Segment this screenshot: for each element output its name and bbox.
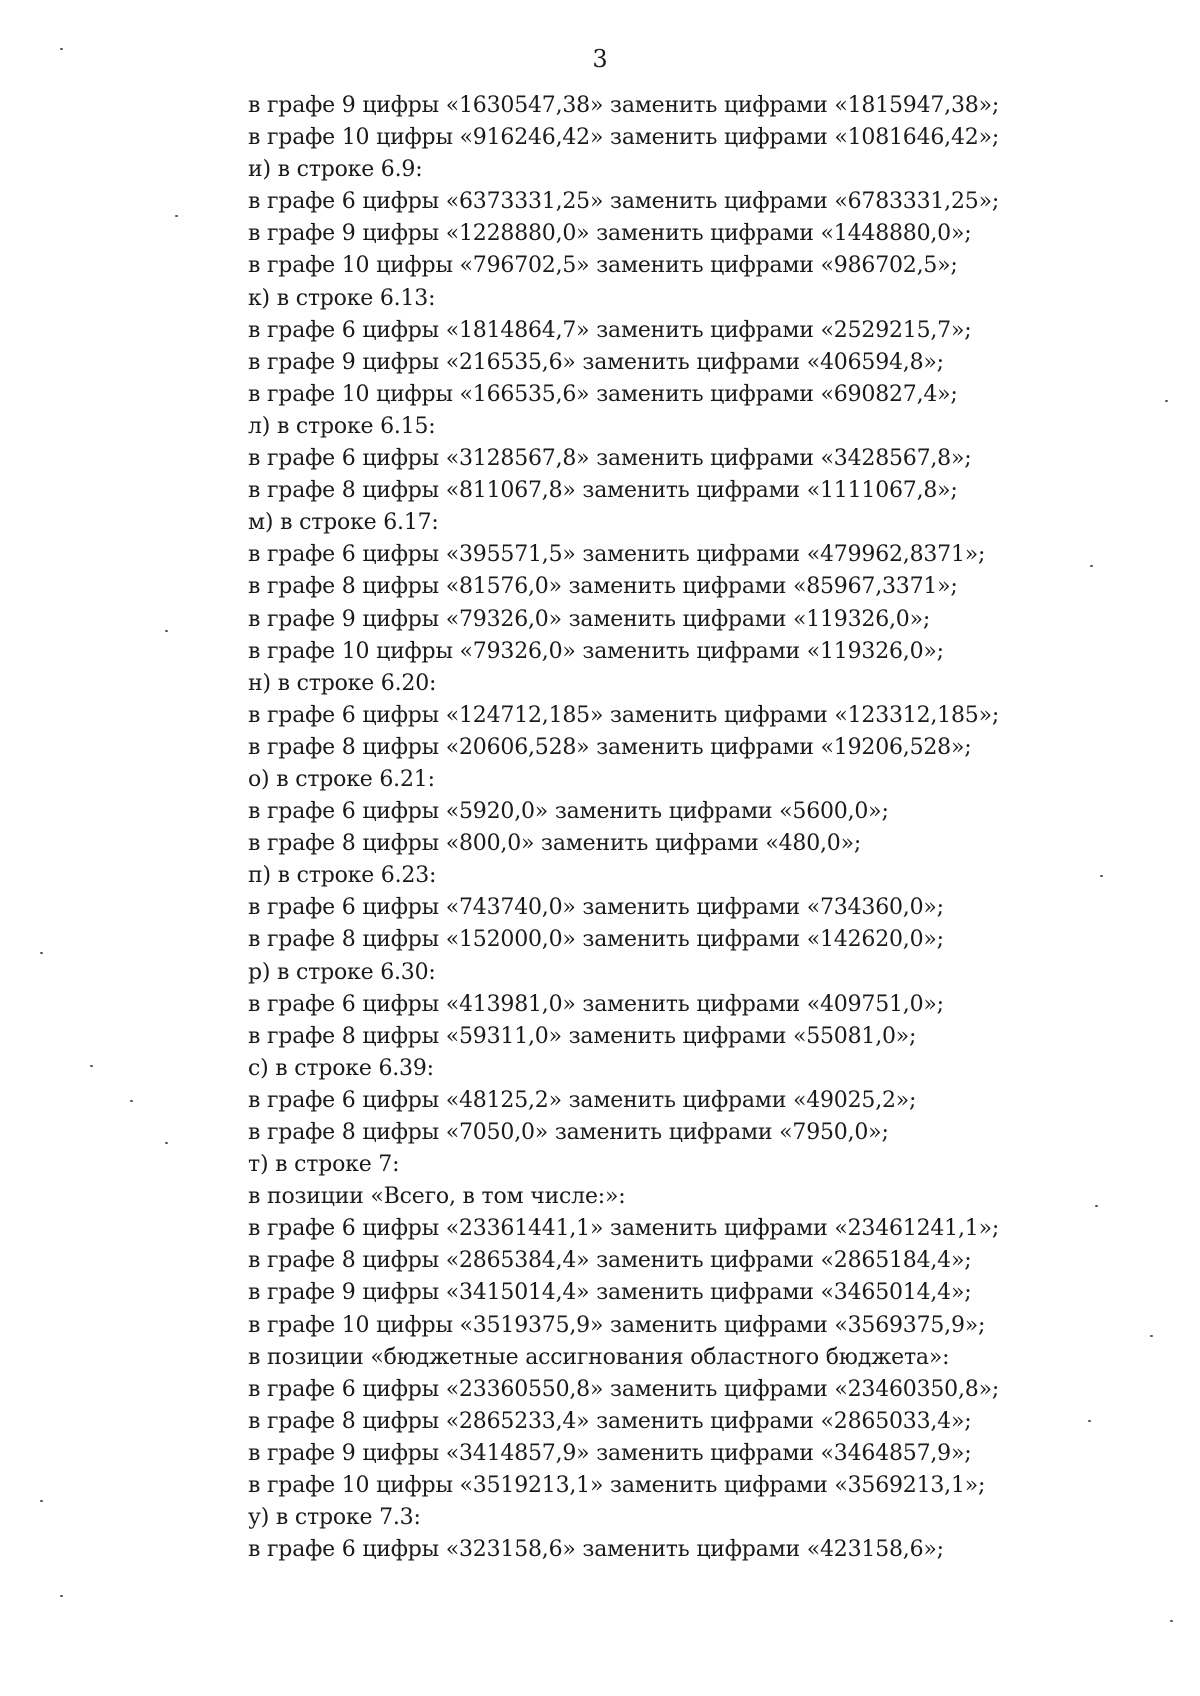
text-line: и) в строке 6.9: <box>248 157 423 183</box>
text-line: м) в строке 6.17: <box>248 510 439 536</box>
text-line: в графе 8 цифры «20606,528» заменить цифрами «19206,528»; <box>248 734 972 760</box>
text-line: в графе 8 цифры «152000,0» заменить цифрами «142620,0»; <box>248 927 944 953</box>
scan-speck <box>90 1065 93 1067</box>
scan-speck <box>1095 1205 1098 1207</box>
scan-speck <box>1088 1420 1091 1422</box>
text-line: в графе 6 цифры «23360550,8» заменить цифрами «23460350,8»; <box>248 1376 1000 1402</box>
text-line: в графе 9 цифры «3415014,4» заменить цифрами «3465014,4»; <box>248 1280 972 1306</box>
text-line: в графе 8 цифры «800,0» заменить цифрами «480,0»; <box>248 831 862 857</box>
text-line: в графе 10 цифры «79326,0» заменить цифрами «119326,0»; <box>248 638 944 664</box>
text-line: в графе 10 цифры «3519213,1» заменить цифрами «3569213,1»; <box>248 1473 986 1499</box>
document-body <box>248 90 1148 1566</box>
text-line: о) в строке 6.21: <box>248 766 435 792</box>
text-line: н) в строке 6.20: <box>248 670 437 696</box>
text-line: в графе 6 цифры «23361441,1» заменить цифрами «23461241,1»; <box>248 1216 1000 1242</box>
text-line: в графе 6 цифры «5920,0» заменить цифрами «5600,0»; <box>248 799 889 825</box>
text-line: в графе 6 цифры «124712,185» заменить цифрами «123312,185»; <box>248 702 1000 728</box>
page-number: 3 <box>592 45 608 73</box>
text-line: в графе 8 цифры «59311,0» заменить цифрами «55081,0»; <box>248 1023 917 1049</box>
scan-speck <box>60 1595 63 1597</box>
text-line: в графе 9 цифры «79326,0» заменить цифрами «119326,0»; <box>248 606 931 632</box>
scan-speck <box>165 630 168 632</box>
scan-speck <box>1090 565 1093 567</box>
text-line: п) в строке 6.23: <box>248 863 437 889</box>
text-line: в графе 9 цифры «3414857,9» заменить цифрами «3464857,9»; <box>248 1440 972 1466</box>
text-line: в графе 6 цифры «6373331,25» заменить цифрами «6783331,25»; <box>248 189 1000 215</box>
text-line: в позиции «Всего, в том числе:»: <box>248 1184 626 1210</box>
text-line: в графе 9 цифры «216535,6» заменить цифрами «406594,8»; <box>248 349 944 375</box>
text-line: у) в строке 7.3: <box>248 1505 421 1531</box>
text-line: в графе 8 цифры «811067,8» заменить цифрами «1111067,8»; <box>248 478 958 504</box>
text-line: в графе 6 цифры «413981,0» заменить цифрами «409751,0»; <box>248 991 944 1017</box>
text-line: в графе 10 цифры «166535,6» заменить цифрами «690827,4»; <box>248 381 958 407</box>
text-line: в графе 6 цифры «3128567,8» заменить цифрами «3428567,8»; <box>248 446 972 472</box>
text-line: в графе 6 цифры «743740,0» заменить цифрами «734360,0»; <box>248 895 944 921</box>
scan-speck <box>1150 1335 1153 1337</box>
text-line: в графе 10 цифры «916246,42» заменить цифрами «1081646,42»; <box>248 125 1000 151</box>
text-line: в графе 8 цифры «2865233,4» заменить цифрами «2865033,4»; <box>248 1408 972 1434</box>
scan-speck <box>40 952 43 954</box>
scan-speck <box>1100 875 1103 877</box>
text-line: в графе 6 цифры «395571,5» заменить цифрами «479962,8371»; <box>248 542 986 568</box>
scan-speck <box>60 48 63 50</box>
scan-speck <box>1170 1620 1173 1622</box>
text-line: в графе 10 цифры «3519375,9» заменить цифрами «3569375,9»; <box>248 1312 986 1338</box>
text-line: в графе 9 цифры «1630547,38» заменить цифрами «1815947,38»; <box>248 93 1000 118</box>
text-line: в графе 10 цифры «796702,5» заменить цифрами «986702,5»; <box>248 253 958 279</box>
text-line: л) в строке 6.15: <box>248 413 436 439</box>
text-line: в графе 8 цифры «7050,0» заменить цифрами «7950,0»; <box>248 1120 889 1145</box>
text-line: в графе 6 цифры «1814864,7» заменить цифрами «2529215,7»; <box>248 317 972 343</box>
text-line: в графе 8 цифры «81576,0» заменить цифрами «85967,3371»; <box>248 574 958 600</box>
text-line: в графе 9 цифры «1228880,0» заменить цифрами «1448880,0»; <box>248 221 972 247</box>
text-line: в графе 8 цифры «2865384,4» заменить цифрами «2865184,4»; <box>248 1248 972 1274</box>
scan-speck <box>175 215 178 217</box>
text-line: к) в строке 6.13: <box>248 285 436 311</box>
scan-speck <box>130 1100 133 1102</box>
text-line: в графе 6 цифры «323158,6» заменить цифрами «423158,6»; <box>248 1537 944 1563</box>
scan-speck <box>1165 400 1168 402</box>
text-line: т) в строке 7: <box>248 1152 400 1178</box>
text-line: в позиции «бюджетные ассигнования областного бюджета»: <box>248 1344 950 1370</box>
text-line: с) в строке 6.39: <box>248 1055 434 1081</box>
text-line: р) в строке 6.30: <box>248 959 436 985</box>
scan-speck <box>165 1142 168 1144</box>
scan-speck <box>40 1500 43 1502</box>
text-line: в графе 6 цифры «48125,2» заменить цифрами «49025,2»; <box>248 1087 917 1113</box>
